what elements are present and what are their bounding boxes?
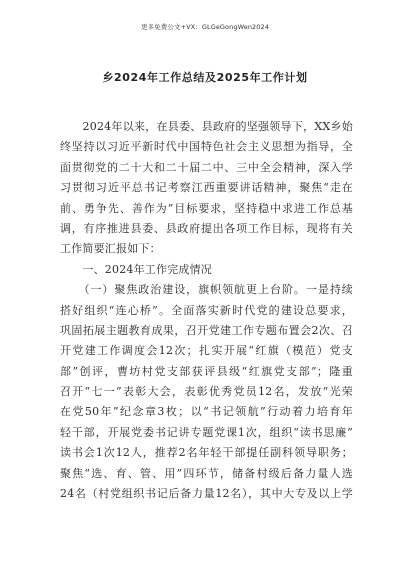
paragraph-line: 前、勇争先、善作为”目标要求，坚持稳中求进工作总基 xyxy=(60,201,353,215)
paragraph-line: 读书会1次12人，推荐2名年轻干部提任副科领导职务； xyxy=(60,446,353,460)
paragraph-line: 习贯彻习近平总书记考察江西重要讲话精神，聚焦“走在 xyxy=(60,181,353,195)
paragraph-line: 面贯彻党的二十大和二十届二中、三中全会精神，深入学 xyxy=(60,160,353,174)
paragraph-line: 聚焦“选、育、管、用”四环节，储备村级后备力量人选 xyxy=(60,466,353,480)
paragraph-line: 巩固拓展主题教育成果，召开党建工作专题布置会2次、召 xyxy=(60,323,353,337)
paragraph-line: 调，有序推进县委、县政府提出各项工作目标，现将有关 xyxy=(60,221,353,235)
page-header-note: 更多免费公文+VX：GLGeGongWen2024 xyxy=(140,23,269,31)
document-body xyxy=(60,117,353,504)
paragraph-line: 开党建工作调度会12次；扎实开展“红旗（模范）党支 xyxy=(60,344,353,358)
paragraph-line: 24名（村党组织书记后备力量12名），其中大专及以上学 xyxy=(60,487,353,501)
paragraph-line: 部”创评，曹坊村党支部获评县级“红旗党支部”；隆重 xyxy=(60,364,353,378)
document-title: 乡2024年工作总结及2025年工作计划 xyxy=(102,71,308,84)
paragraph-line: （一）聚焦政治建设，旗帜领航更上台阶。一是持续 xyxy=(60,283,353,297)
paragraph-line: 终坚持以习近平新时代中国特色社会主义思想为指导，全 xyxy=(60,140,353,154)
paragraph-line: 工作简要汇报如下： xyxy=(60,242,161,256)
paragraph-line: 在党50年”纪念章3枚；以“书记领航”行动着力培育年 xyxy=(60,405,353,419)
section-heading-line: 一、2024年工作完成情况 xyxy=(60,262,212,276)
paragraph-line: 轻干部，开展党委书记讲专题党课1次，组织“读书思廉” xyxy=(60,425,353,439)
paragraph-line: 2024年以来，在县委、县政府的坚强领导下，XX乡始 xyxy=(60,120,353,133)
paragraph-line: 搭好组织“连心桥”。全面落实新时代党的建设总要求， xyxy=(60,303,353,317)
paragraph-line: 召开“七一”表彰大会，表彰优秀党员12名，发放“光荣 xyxy=(60,385,353,399)
